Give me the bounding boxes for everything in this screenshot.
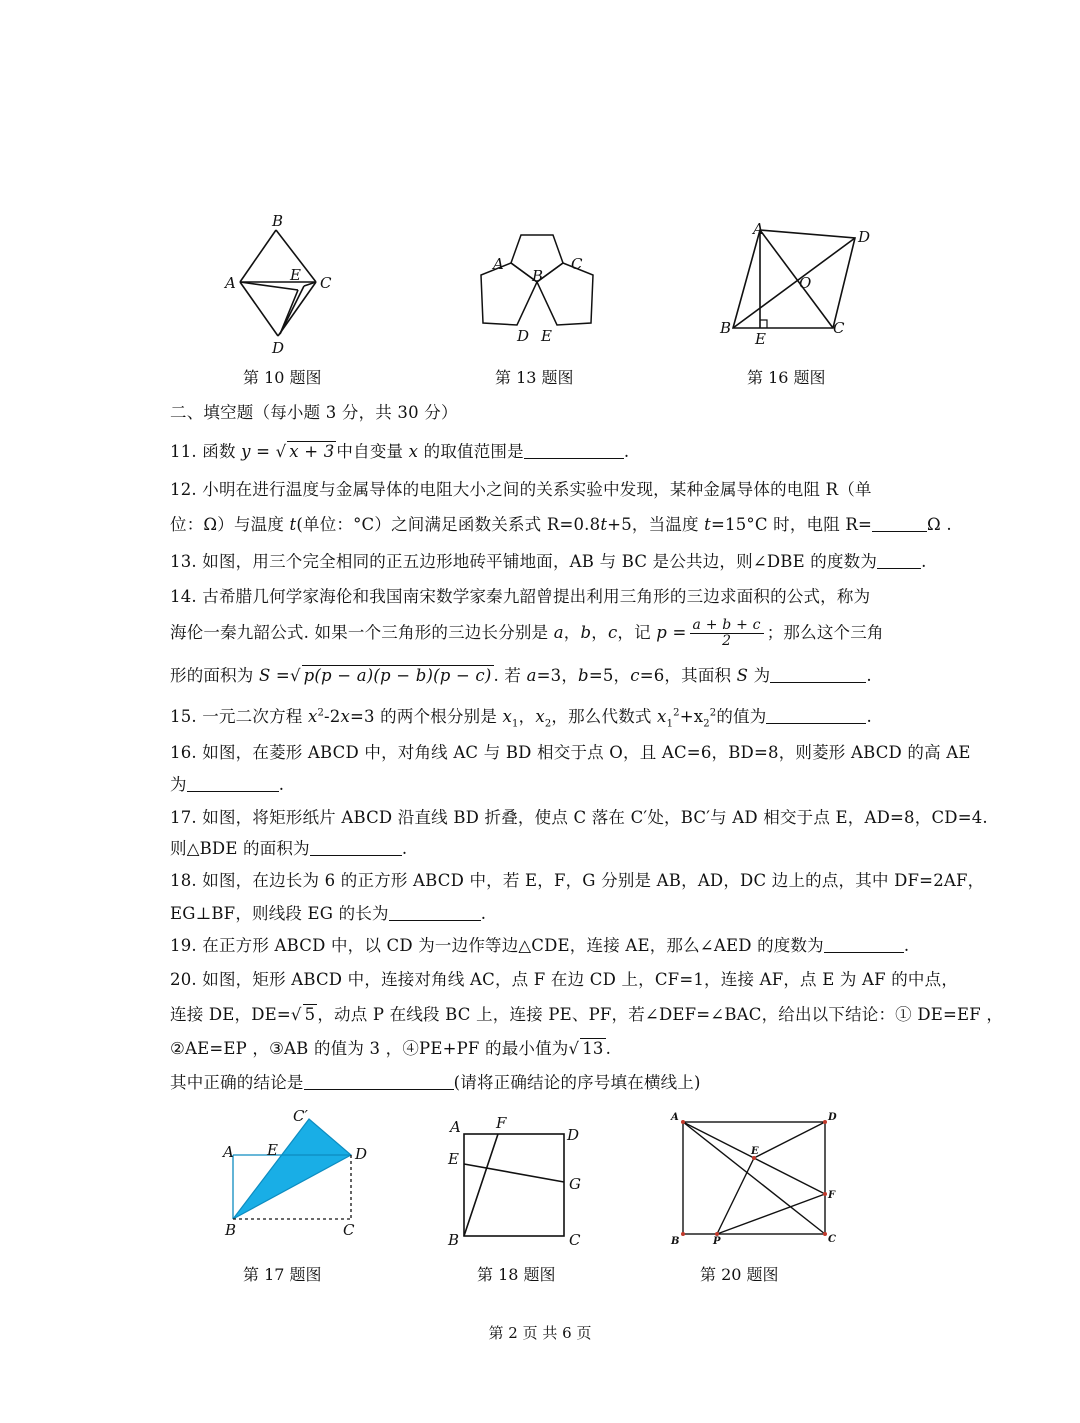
figure-20: [665, 1108, 845, 1248]
figure-16-caption: 第 16 题图: [747, 368, 826, 387]
question-14-line-3: 形的面积为 S =√ p(p − a)(p − b)(p − c) . 若 a=3，b=5，c=6，其面积 S 为 .: [170, 666, 872, 685]
label-A: A: [753, 220, 764, 238]
label-C: C: [571, 255, 583, 273]
folded-triangle: [233, 1119, 351, 1219]
label-P: P: [713, 1236, 721, 1247]
question-15: 15. 一元二次方程 $x^2-2x=3$ 的两个根分别是 $x_1$，$x_2$，那么代数式 $x_1^2+x_2^2$的值为 .: [170, 707, 872, 730]
label-F: F: [828, 1190, 836, 1201]
label-E: E: [290, 266, 301, 284]
label-B: B: [671, 1236, 680, 1247]
answer-blank-13[interactable]: [877, 552, 921, 570]
figure-13-caption: 第 13 题图: [495, 368, 574, 387]
answer-blank-18[interactable]: [389, 904, 481, 922]
label-D: D: [567, 1126, 580, 1144]
label-C: C: [320, 274, 332, 292]
figure-16-diagram: [715, 220, 880, 348]
answer-blank-19[interactable]: [824, 936, 904, 954]
figure-13: [465, 225, 610, 350]
label-A: A: [671, 1112, 679, 1123]
label-B: B: [720, 319, 732, 337]
label-B: B: [448, 1231, 460, 1249]
question-12-line-1: 12. 小明在进行温度与金属导体的电阻大小之间的关系实验中发现，某种金属导体的电阻 R（单: [170, 480, 872, 499]
answer-blank-12[interactable]: [872, 515, 927, 533]
question-17-line-1: 17. 如图，将矩形纸片 ABCD 沿直线 BD 折叠，使点 C 落在 C′处，BC′与 AD 相交于点 E，AD=8，CD=4.: [170, 808, 988, 827]
figure-18: [440, 1112, 595, 1252]
figure-10: [220, 212, 340, 357]
label-D: D: [858, 228, 871, 246]
figure-18-caption: 第 18 题图: [477, 1265, 556, 1284]
figure-10-caption: 第 10 题图: [243, 368, 322, 387]
figure-17-diagram: [215, 1105, 385, 1245]
answer-blank-16[interactable]: [187, 775, 279, 793]
figure-17: [215, 1105, 385, 1245]
question-13: 13. 如图，用三个完全相同的正五边形地砖平铺地面，AB 与 BC 是公共边，则∠DBE 的度数为 .: [170, 552, 927, 571]
question-20-line-3: ②AE=EP ，③AB 的值为 3 ，④PE+PF 的最小值为√ 13 .: [170, 1039, 612, 1058]
answer-blank-15[interactable]: [766, 707, 866, 725]
label-G: G: [569, 1175, 581, 1193]
question-20-line-1: 20. 如图，矩形 ABCD 中，连接对角线 AC，点 F 在边 CD 上，CF=1，连接 AF，点 E 为 AF 的中点，: [170, 970, 959, 989]
label-A: A: [223, 1143, 234, 1161]
answer-blank-17[interactable]: [310, 839, 402, 857]
label-C: C: [569, 1231, 581, 1249]
figure-16: [715, 220, 880, 348]
question-14-line-1: 14. 古希腊几何学家海伦和我国南宋数学家秦九韶曾提出利用三角形的三边求面积的公式，称为: [170, 587, 871, 606]
label-D: D: [517, 327, 530, 345]
question-17-line-2: 则△BDE 的面积为 .: [170, 839, 408, 858]
question-18-line-1: 18. 如图，在边长为 6 的正方形 ABCD 中，若 E，F，G 分别是 AB，AD，DC 边上的点，其中 DF=2AF，: [170, 871, 985, 890]
question-19: 19. 在正方形 ABCD 中，以 CD 为一边作等边△CDE，连接 AE，那么∠AED 的度数为 .: [170, 936, 910, 955]
page-number: 第 2 页 共 6 页: [488, 1324, 592, 1342]
label-E: E: [751, 1146, 759, 1157]
label-A: A: [225, 274, 236, 292]
figure-20-diagram: [665, 1108, 845, 1248]
question-16-line-2: 为 .: [170, 775, 285, 794]
label-O: O: [799, 274, 812, 292]
label-E: E: [267, 1141, 278, 1159]
figure-20-caption: 第 20 题图: [700, 1265, 779, 1284]
section-heading: 二、填空题（每小题 3 分，共 30 分）: [170, 403, 458, 422]
label-E: E: [448, 1150, 459, 1168]
question-12-line-2: 位：Ω）与温度 t(单位：°C）之间满足函数关系式 R=0.8t+5，当温度 t=15°C 时，电阻 R= Ω .: [170, 515, 952, 534]
figure-13-diagram: [465, 225, 610, 350]
label-D: D: [272, 339, 285, 357]
figure-17-caption: 第 17 题图: [243, 1265, 322, 1284]
label-D: D: [828, 1112, 837, 1123]
label-C: C: [828, 1234, 836, 1245]
question-20-line-4: 其中正确的结论是 (请将正确结论的序号填在横线上): [170, 1073, 701, 1092]
label-E: E: [755, 330, 766, 348]
label-D: D: [355, 1145, 368, 1163]
answer-blank-11[interactable]: [524, 442, 624, 460]
question-16-line-1: 16. 如图，在菱形 ABCD 中，对角线 AC 与 BD 相交于点 O，且 AC=6，BD=8，则菱形 ABCD 的高 AE: [170, 743, 971, 762]
label-B: B: [225, 1221, 237, 1239]
label-C: C: [343, 1221, 355, 1239]
question-18-line-2: EG⊥BF，则线段 EG 的长为 .: [170, 904, 487, 923]
question-11: 11. 函数 y = √ x + 3 中自变量 x 的取值范围是 .: [170, 442, 630, 461]
label-A: A: [450, 1118, 461, 1136]
label-F: F: [496, 1114, 507, 1132]
label-B: B: [272, 212, 284, 230]
label-B: B: [532, 267, 544, 285]
figure-18-diagram: [440, 1112, 595, 1252]
label-Cprime: C′: [293, 1107, 308, 1125]
figure-10-diagram: [220, 212, 340, 357]
answer-blank-14[interactable]: [770, 666, 866, 684]
question-14-line-2: 海伦一秦九韶公式. 如果一个三角形的三边长分别是 a，b，c，记 p = $\frac{a + b + c}{2}$ ；那么这个三角: [170, 617, 884, 649]
label-A: A: [493, 255, 504, 273]
fraction-p: $\frac{a + b + c}{2}$: [690, 618, 764, 649]
label-C: C: [833, 319, 845, 337]
answer-blank-20[interactable]: [304, 1073, 454, 1091]
question-20-line-2: 连接 DE，DE=√ 5 ，动点 P 在线段 BC 上，连接 PE、PF，若∠DEF=∠BAC，给出以下结论：① DE=EF ，: [170, 1005, 1004, 1024]
label-E: E: [541, 327, 552, 345]
